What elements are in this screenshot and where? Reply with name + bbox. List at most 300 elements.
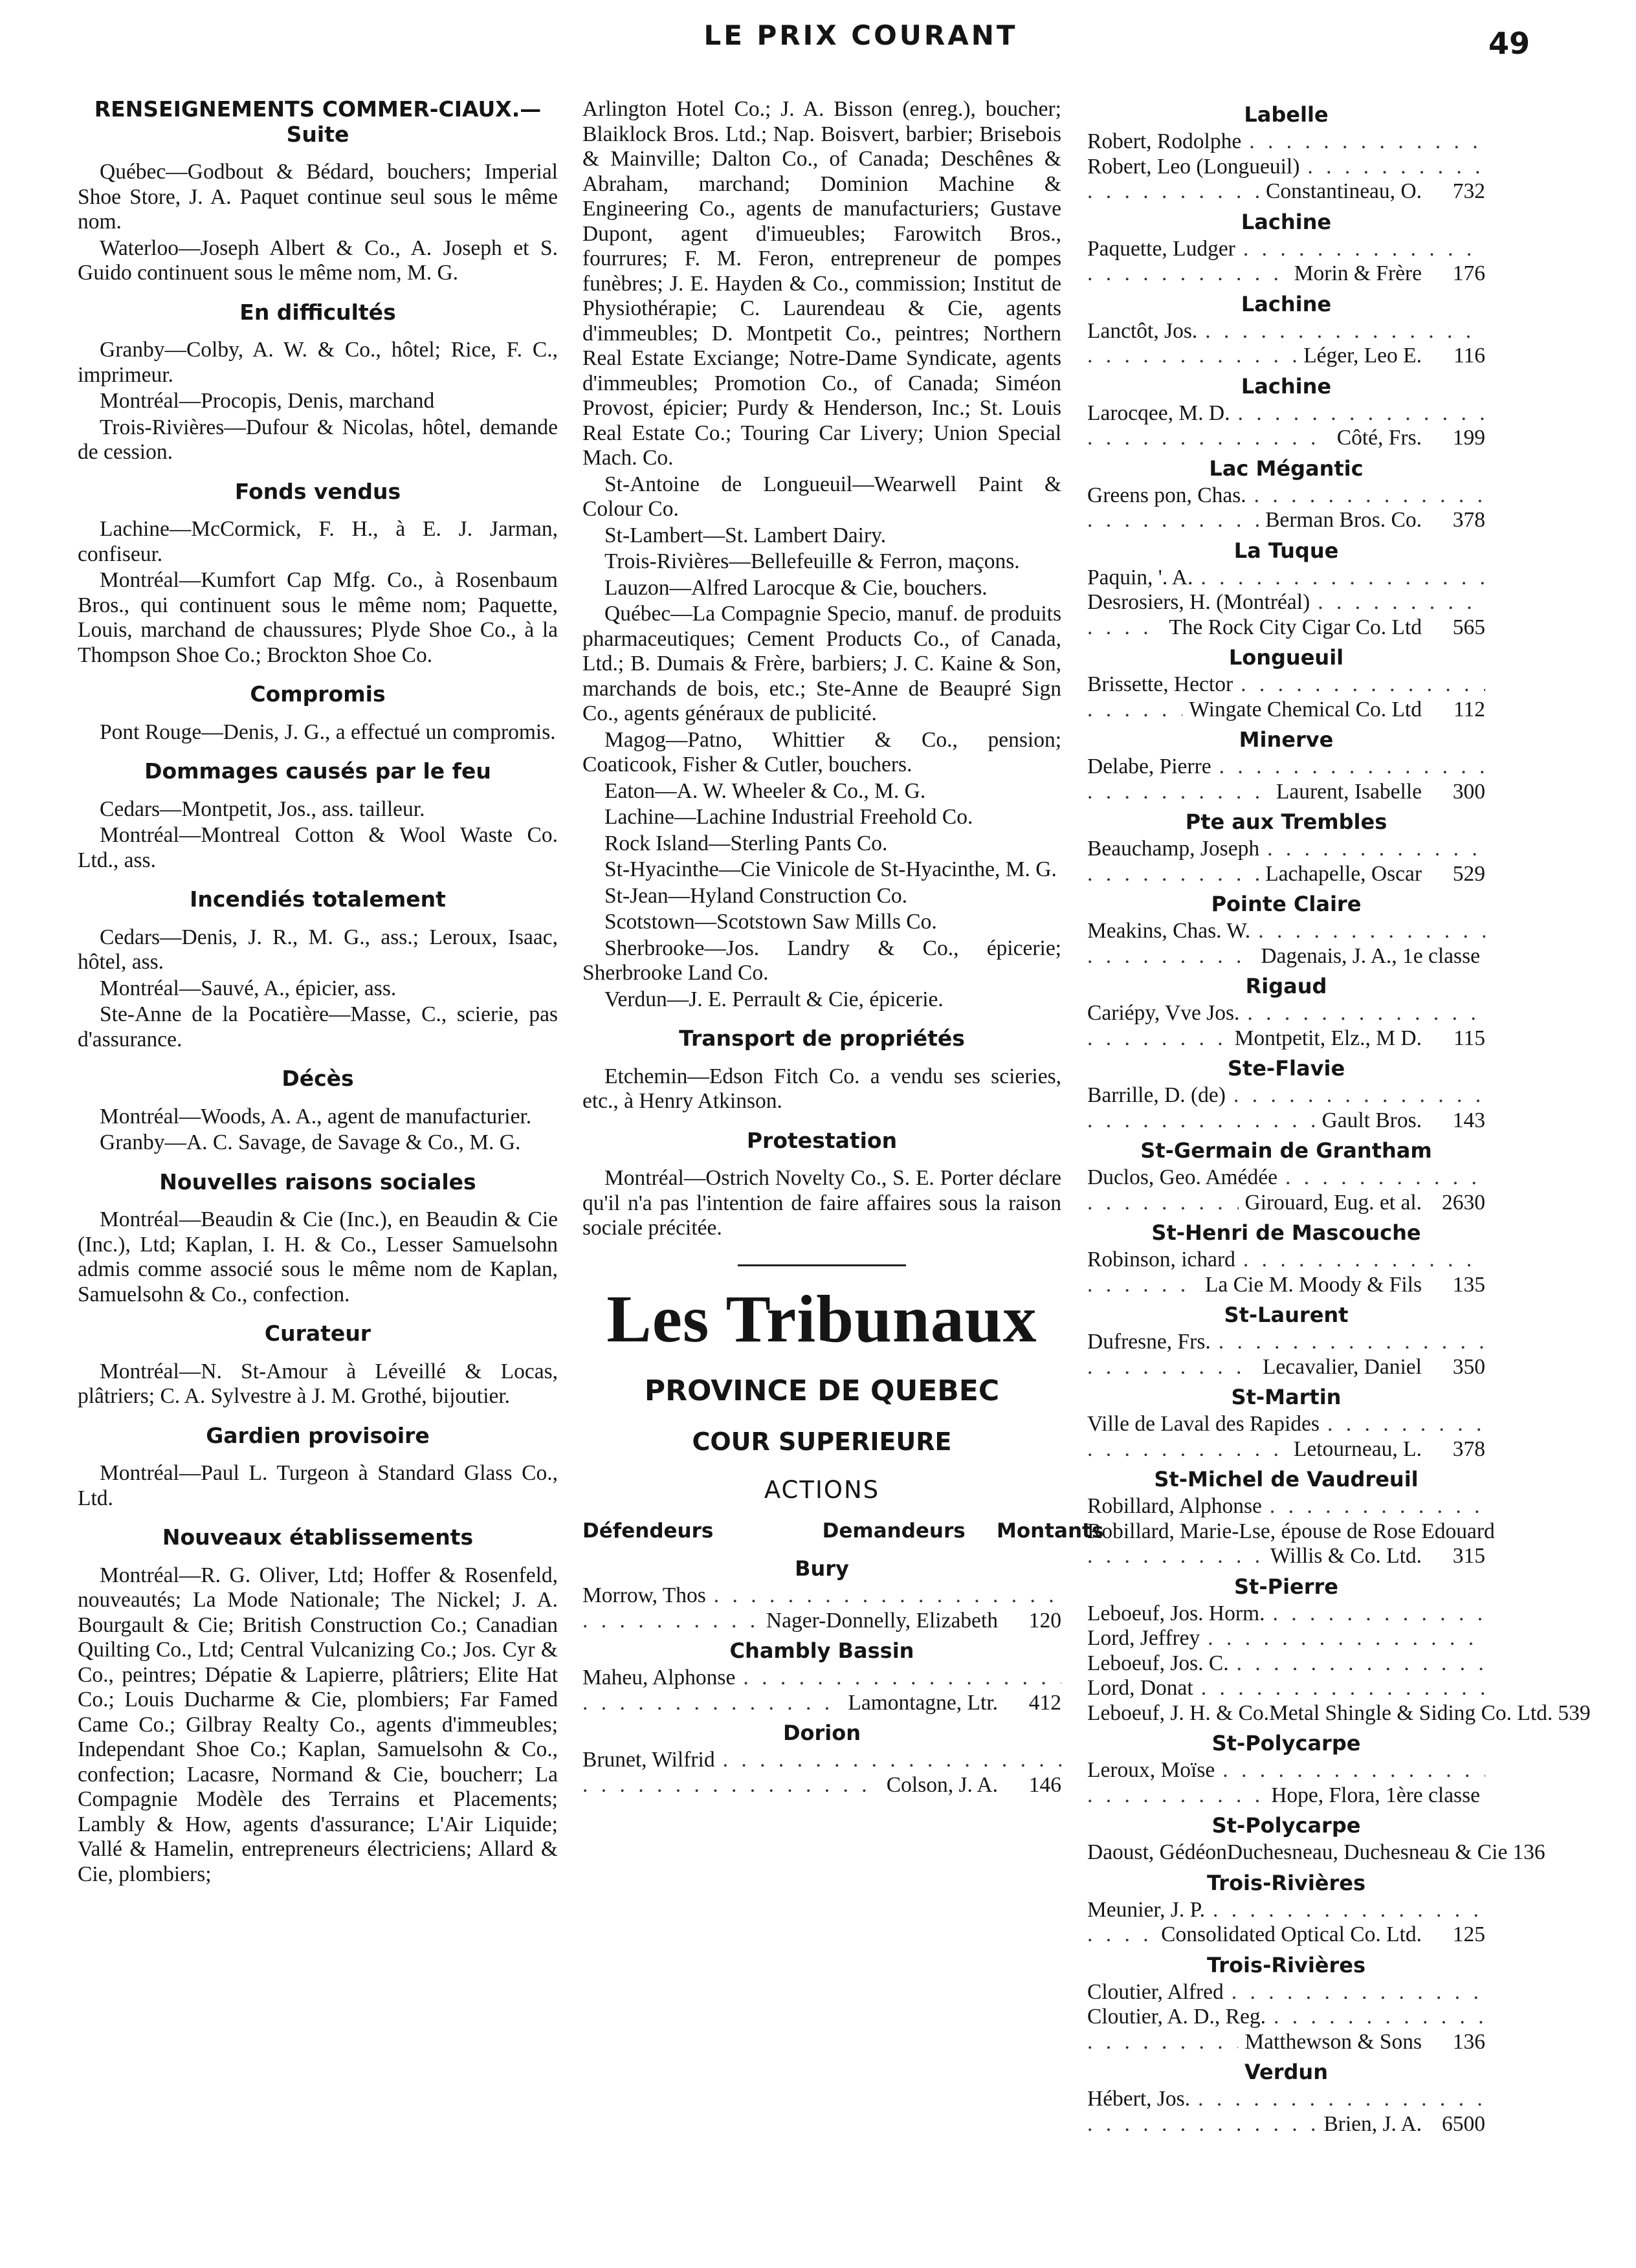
defendant-line <box>1087 155 1485 180</box>
leader-dots <box>1087 179 1259 204</box>
paragraph: Waterloo—Joseph Albert & Co., A. Joseph et S. Guido continuent sous le même nom, M. G. <box>78 236 558 285</box>
paragraph: Trois-Rivières—Dufour & Nicolas, hôtel, demande de cession. <box>78 415 558 464</box>
defendant-line <box>582 1748 1061 1773</box>
action-entry <box>1087 129 1485 204</box>
locality-heading: Lachine <box>1241 209 1332 234</box>
defendant-name: Delabe, Pierre <box>1087 754 1211 778</box>
plaintiff-name: Girouard, Eug. et al. <box>1244 1190 1422 1215</box>
action-entry <box>1087 754 1485 804</box>
leader-dots <box>1274 2005 1485 2030</box>
defendant-line <box>1087 1083 1485 1108</box>
leader-dots <box>1087 2112 1317 2137</box>
defendant-line <box>1087 1330 1485 1355</box>
locality-heading: St-Henri de Mascouche <box>1151 1220 1421 1245</box>
plaintiff-line <box>1087 862 1485 887</box>
amount: 112 <box>1453 697 1485 721</box>
locality-heading: La Tuque <box>1233 538 1339 563</box>
column-middle-text <box>582 97 1061 1241</box>
plaintiff-line <box>1087 1437 1485 1462</box>
plaintiff-name: Hope, Flora, 1ère classe <box>1271 1783 1480 1807</box>
leader-dots <box>1254 483 1485 509</box>
table-headers <box>582 1519 1104 1543</box>
paragraph: Montréal—Kumfort Cap Mfg. Co., à Rosenbaum Bros., qui continuent sous le même nom; Paquette, Louis, marchand de chaussures; Plyde Shoe Co., à la Thompson Shoe Co.; Brockton Shoe Co. <box>78 568 558 667</box>
action-entry <box>1087 1248 1485 1297</box>
paragraph: Arlington Hotel Co.; J. A. Bisson (enreg.), boucher; Blaiklock Bros. Ltd.; Nap. Boisvert, barbier; Brisebois & Mainville; Dalton Co., of Canada; Deschênes & Abraham, marchand; Dominion Machine & Engineering Co., agents de manufacturiers; Gustave Dupont, agent d'imueubles; Farowitch Bros., fourrures; F. M. Feron, entrepreneur de pompes funèbres; J. E. Hayden & Co., commission; Institut de Physiothérapie; C. Laurendeau & Cie, agents d'immeubles; D. Montpetit Co., peintres; Northern Real Estate Exciange; Notre-Dame Syndicate, agents d'immeubles; Promotion Co., of Canada; Siméon Provost, épicier; Purdy & Henderson, Inc.; St. Louis Real Estate Co.; Touring Car Livery; Union Special Mach. Co. <box>582 97 1061 470</box>
locality-heading: Longueuil <box>1228 645 1344 670</box>
leader-dots <box>1087 2030 1238 2055</box>
actions-list-middle <box>582 1556 1061 1798</box>
defendant-line <box>1087 1519 1495 1545</box>
defendant-line <box>1087 919 1485 944</box>
plaintiff-line <box>1087 1191 1485 1216</box>
action-entry <box>1087 566 1485 641</box>
plaintiff-name: Gault Bros. <box>1321 1108 1422 1132</box>
locality-heading: St-Michel de Vaudreuil <box>1154 1467 1419 1492</box>
leader-dots <box>1247 1001 1485 1026</box>
defendant-name: Cloutier, Alfred <box>1087 1979 1224 2004</box>
paragraph: Québec—La Compagnie Specio, manuf. de produits pharmaceutiques; Cement Products Co., of Canada, Ltd.; B. Dumais & Frère, barbiers; J. C. Kaine & Son, marchands de bois, etc.; Ste-Anne de Beaupré Sign Co., agents généraux de publicité. <box>582 602 1061 725</box>
leader-dots <box>1087 1922 1155 1948</box>
defendant-line <box>1087 672 1485 698</box>
defendant-name: Ville de Laval des Rapides <box>1087 1412 1320 1436</box>
plaintiff-name: Consolidated Optical Co. Ltd. <box>1161 1922 1422 1946</box>
leader-dots <box>1327 1412 1485 1437</box>
defendant-name: Meunier, J. P. <box>1087 1897 1205 1922</box>
leader-dots <box>582 1609 760 1634</box>
defendant-line <box>1087 2005 1485 2030</box>
defendant-line <box>1087 483 1485 509</box>
section-heading: Curateur <box>264 1321 371 1346</box>
leader-dots <box>1318 590 1485 615</box>
defendant-name: Leboeuf, Jos. Horm. <box>1087 1601 1265 1625</box>
plaintiff-name: Léger, Leo E. <box>1303 344 1422 368</box>
leader-dots <box>743 1666 1061 1691</box>
paragraph: St-Jean—Hyland Construction Co. <box>604 883 908 908</box>
plaintiff-line <box>1087 1026 1485 1051</box>
leader-dots <box>1219 754 1485 780</box>
action-entry <box>1087 1840 1545 1866</box>
leader-dots <box>1087 1191 1239 1216</box>
locality-heading: Minerve <box>1239 727 1334 752</box>
leader-dots <box>1243 237 1485 262</box>
plaintiff-line <box>582 1773 1061 1798</box>
plaintiff-name: Lecavalier, Daniel <box>1262 1354 1422 1379</box>
defendant-name: Duclos, Geo. Amédée <box>1087 1165 1277 1189</box>
defendant-name: Larocqee, M. D. <box>1087 401 1230 425</box>
paragraph: Montréal—Ostrich Novelty Co., S. E. Porter déclare qu'il n'a pas l'intention de faire affaires sous la raison sociale précitée. <box>582 1166 1061 1240</box>
plaintiff-name: Lachapelle, Oscar <box>1265 861 1422 886</box>
action-entry <box>1087 237 1485 287</box>
leader-dots <box>1200 566 1485 591</box>
defendant-line <box>1087 1001 1485 1026</box>
defendant-name: Dufresne, Frs. <box>1087 1330 1211 1354</box>
plaintiff-name: Willis & Co. Ltd. <box>1270 1544 1422 1568</box>
column-middle <box>582 97 1104 1801</box>
section-heading: En difficultés <box>239 299 396 325</box>
plaintiff-line <box>1087 1783 1485 1809</box>
amount: 732 <box>1452 179 1485 203</box>
amount: 565 <box>1452 615 1485 639</box>
locality-heading: Trois-Rivières <box>1206 1952 1366 1977</box>
leader-dots <box>582 1691 841 1716</box>
defendant-line <box>1087 837 1485 862</box>
paragraph: Granby—Colby, A. W. & Co., hôtel; Rice, F. C., imprimeur. <box>78 338 558 387</box>
defendant-name: Paquette, Ludger <box>1087 236 1235 261</box>
leader-dots <box>1087 1108 1316 1134</box>
defendant-line <box>1087 401 1485 426</box>
section-heading: Nouvelles raisons sociales <box>159 1169 476 1195</box>
leader-dots <box>1241 672 1485 698</box>
header-defendeurs: Défendeurs <box>582 1519 714 1543</box>
amount: 378 <box>1452 508 1485 532</box>
paragraph: Lauzon—Alfred Larocque & Cie, bouchers. <box>604 575 988 600</box>
amount: 146 <box>1028 1772 1061 1797</box>
amount: 135 <box>1452 1272 1485 1297</box>
defendant-name: Leboeuf, J. H. & Co. <box>1087 1701 1269 1725</box>
locality-heading: Trois-Rivières <box>1206 1870 1366 1895</box>
leader-dots <box>1272 1602 1485 1627</box>
section-heading: Décès <box>282 1066 354 1091</box>
amount: 136 <box>1512 1840 1545 1864</box>
defendant-line <box>1087 566 1485 591</box>
paragraph: Sherbrooke—Jos. Landry & Co., épicerie; Sherbrooke Land Co. <box>582 936 1061 985</box>
action-entry <box>1087 1412 1485 1462</box>
leader-dots <box>1208 1626 1485 1651</box>
leader-dots <box>1232 1980 1485 2005</box>
leader-dots <box>1205 319 1485 344</box>
plaintiff-name: Lamontagne, Ltr. <box>848 1690 998 1715</box>
paragraph: Cedars—Montpetit, Jos., ass. tailleur. <box>100 797 425 821</box>
amount: 350 <box>1452 1354 1485 1379</box>
leader-dots <box>1087 1273 1199 1298</box>
action-entry <box>1087 1330 1485 1380</box>
plaintiff-line <box>1087 1355 1485 1380</box>
locality-heading: St-Polycarpe <box>1211 1813 1361 1838</box>
paragraph: Verdun—J. E. Perrault & Cie, épicerie. <box>604 987 944 1011</box>
amount: 125 <box>1452 1922 1485 1946</box>
defendant-line <box>1087 1676 1485 1701</box>
defendant-line <box>1087 237 1485 262</box>
paragraph: Rock Island—Sterling Pants Co. <box>604 831 888 855</box>
defendant-line <box>1087 1651 1485 1677</box>
paragraph: Scotstown—Scotstown Saw Mills Co. <box>604 910 937 934</box>
plaintiff-line <box>1087 698 1485 723</box>
plaintiff-name: Berman Bros. Co. <box>1265 508 1422 532</box>
amount: 115 <box>1453 1026 1485 1050</box>
leader-dots <box>1307 155 1485 180</box>
paragraph: Montréal—Sauvé, A., épicier, ass. <box>100 976 397 1000</box>
paragraph: Eaton—A. W. Wheeler & Co., M. G. <box>604 778 926 803</box>
defendant-line <box>1087 1248 1485 1273</box>
locality-heading: Ste-Flavie <box>1227 1056 1345 1081</box>
defendant-name: Cariépy, Vve Jos. <box>1087 1001 1240 1025</box>
locality-heading: St-Laurent <box>1224 1303 1349 1327</box>
section-rule <box>738 1264 906 1266</box>
defendant-name: Meakins, Chas. W. <box>1087 919 1251 943</box>
paragraph: Montréal—Beaudin & Cie (Inc.), en Beaudin & Cie (Inc.), Ltd; Kaplan, I. H. & Co., Lesser Samuelsohn admis comme associé sous le même nom de Kaplan, Samuelsohn & Co., confection. <box>78 1207 558 1306</box>
paragraph: Pont Rouge—Denis, J. G., a effectué un compromis. <box>100 720 556 744</box>
defendant-name: Robillard, Alphonse <box>1087 1494 1262 1518</box>
defendant-name: Robert, Leo (Longueuil) <box>1087 154 1300 179</box>
paragraph: Magog—Patno, Whittier & Co., pension; Coaticook, Fisher & Cutler, bouchers. <box>582 727 1061 776</box>
amount: 116 <box>1453 344 1485 368</box>
amount: 136 <box>1452 2029 1485 2054</box>
plaintiff-name: Colson, J. A. <box>886 1772 998 1797</box>
section-heading: Transport de propriétés <box>679 1026 965 1051</box>
plaintiff-name: Morin & Frère <box>1294 261 1422 285</box>
header-demandeurs: Demandeurs <box>822 1519 966 1543</box>
paragraph: Etchemin—Edson Fitch Co. a vendu ses scieries, etc., à Henry Atkinson. <box>582 1064 1061 1113</box>
leader-dots <box>1233 1083 1485 1108</box>
defendant-name: Robillard, Marie-Lse, épouse de Rose Edouard <box>1087 1519 1495 1543</box>
action-entry <box>1087 1083 1485 1133</box>
locality-heading: St-Germain de Grantham <box>1140 1138 1432 1163</box>
amount: 199 <box>1452 426 1485 450</box>
leader-dots <box>1219 1330 1485 1355</box>
defendant-name: Barrille, D. (de) <box>1087 1083 1226 1107</box>
action-entry <box>1087 837 1485 886</box>
amount: 412 <box>1028 1690 1061 1715</box>
column-right <box>1087 97 1591 2141</box>
plaintiff-name: Matthewson & Sons <box>1244 2029 1422 2054</box>
action-entry <box>582 1748 1061 1798</box>
paragraph: Québec—Godbout & Bédard, bouchers; Imperial Shoe Store, J. A. Paquet continue seul sous le même nom. <box>78 160 558 234</box>
leader-dots <box>1270 1494 1485 1519</box>
leader-dots <box>1087 1026 1228 1051</box>
section-heading: Gardien provisoire <box>206 1422 430 1448</box>
defendant-line <box>1087 754 1485 780</box>
defendant-name: Hébert, Jos. <box>1087 2087 1191 2111</box>
defendant-line <box>1087 590 1485 615</box>
defendant-name: Morrow, Thos <box>582 1583 706 1607</box>
plaintiff-name: Montpetit, Elz., M D. <box>1234 1026 1422 1050</box>
amount: 529 <box>1452 861 1485 886</box>
section-heading: Protestation <box>746 1127 898 1153</box>
defendant-name: Lord, Donat <box>1087 1676 1193 1700</box>
amount: 143 <box>1452 1108 1485 1132</box>
paragraph: Granby—A. C. Savage, de Savage & Co., M. G. <box>100 1130 521 1154</box>
plaintiff-line <box>1087 508 1485 533</box>
defendant-line <box>1087 1626 1485 1651</box>
plaintiff-line <box>1087 2112 1485 2137</box>
action-entry <box>1087 319 1485 369</box>
locality-heading: Lachine <box>1241 291 1332 316</box>
action-entry <box>1087 483 1485 533</box>
column-left <box>78 97 558 1888</box>
locality-heading: Pointe Claire <box>1211 892 1362 916</box>
amount: 176 <box>1452 261 1485 285</box>
leader-dots <box>1087 261 1288 287</box>
plaintiff-name: Brien, J. A. <box>1323 2111 1422 2136</box>
action-entry <box>1087 1980 1485 2055</box>
plaintiff-line <box>1087 944 1485 969</box>
leader-dots <box>1249 129 1485 155</box>
leader-dots <box>1237 1651 1485 1677</box>
leader-dots <box>1237 401 1485 426</box>
plaintiff-line <box>1087 1922 1485 1948</box>
leader-dots <box>1198 2087 1485 2112</box>
leader-dots <box>1087 426 1331 451</box>
locality-heading: St-Pierre <box>1233 1574 1338 1599</box>
paragraph: St-Lambert—St. Lambert Dairy. <box>604 523 887 547</box>
defendant-line <box>1087 1602 1485 1627</box>
leader-dots <box>1087 1783 1265 1809</box>
locality-heading: Bury <box>795 1556 849 1581</box>
action-entry <box>1087 1601 1591 1726</box>
action-entry <box>1087 401 1485 451</box>
leader-dots <box>1258 919 1485 944</box>
plaintiff-name: Dagenais, J. A., 1e classe <box>1261 943 1480 968</box>
leader-dots <box>1087 944 1254 969</box>
defendant-name: Desrosiers, H. (Montréal) <box>1087 590 1310 614</box>
action-entry <box>1087 919 1485 969</box>
defendant-line <box>1087 1758 1485 1783</box>
defendant-line <box>1087 1980 1485 2005</box>
amount: 120 <box>1028 1608 1061 1633</box>
plaintiff-line <box>582 1691 1061 1716</box>
plaintiff-name: Constantineau, O. <box>1266 179 1422 203</box>
defendant-name: Beauchamp, Joseph <box>1087 837 1260 861</box>
locality-heading: Rigaud <box>1245 974 1327 998</box>
action-entry <box>1087 1494 1495 1569</box>
plaintiff-name: Côté, Frs. <box>1336 426 1422 450</box>
action-entry <box>582 1583 1061 1633</box>
defendant-line <box>1087 1165 1485 1191</box>
paragraph: Trois-Rivières—Bellefeuille & Ferron, maçons. <box>604 549 1020 573</box>
paragraph: Lachine—Lachine Industrial Freehold Co. <box>604 805 973 829</box>
plaintiff-line <box>1087 261 1485 287</box>
defendant-name: Daoust, Gédéon <box>1087 1840 1227 1864</box>
leader-dots <box>1087 780 1270 805</box>
defendant-name: Greens pon, Chas. <box>1087 483 1246 507</box>
action-entry <box>1087 1165 1485 1215</box>
defendant-line <box>1087 1494 1485 1519</box>
locality-heading: Chambly Bassin <box>729 1638 914 1663</box>
plaintiff-name: Laurent, Isabelle <box>1276 779 1422 804</box>
plaintiff-name: Letourneau, L. <box>1293 1437 1422 1461</box>
defendant-name: Leboeuf, Jos. C. <box>1087 1651 1229 1675</box>
action-entry <box>1087 672 1485 722</box>
plaintiff-name: Wingate Chemical Co. Ltd <box>1189 697 1422 721</box>
leader-dots <box>582 1773 880 1798</box>
province-title: PROVINCE DE QUEBEC <box>644 1374 1000 1407</box>
plaintiff-line <box>1087 780 1485 805</box>
actions-label: ACTIONS <box>764 1475 880 1504</box>
paragraph: Montréal—Procopis, Denis, marchand <box>100 389 435 413</box>
amount: 539 <box>1558 1701 1591 1725</box>
leader-dots <box>1087 508 1259 533</box>
leader-dots <box>1201 1676 1485 1701</box>
section-heading: Incendiés totalement <box>190 886 446 912</box>
locality-heading: St-Martin <box>1231 1385 1342 1409</box>
leader-dots <box>1267 837 1485 862</box>
defendant-name: Paquin, '. A. <box>1087 565 1193 589</box>
paragraph: Cedars—Denis, J. R., M. G., ass.; Leroux, Isaac, hôtel, ass. <box>78 925 558 974</box>
defendant-name: Leroux, Moïse <box>1087 1758 1215 1782</box>
plaintiff-line <box>1087 1544 1485 1569</box>
defendant-line <box>1087 1898 1485 1923</box>
paragraph: St-Hyacinthe—Cie Vinicole de St-Hyacinthe, M. G. <box>604 857 1057 881</box>
action-entry <box>1087 1001 1485 1051</box>
action-entry <box>582 1666 1061 1715</box>
defendant-line <box>1087 1840 1545 1866</box>
defendant-name: Cloutier, A. D., Reg. <box>1087 2005 1266 2029</box>
plaintiff-line <box>1087 1273 1485 1298</box>
defendant-line <box>1087 319 1485 344</box>
plaintiff-line <box>1087 2030 1485 2055</box>
running-head: LE PRIX COURANT <box>703 19 1018 51</box>
plaintiff-name: La Cie M. Moody & Fils <box>1204 1272 1422 1297</box>
plaintiff-name: Duchesneau, Duchesneau & Cie <box>1226 1840 1508 1864</box>
plaintiff-line <box>1087 344 1485 369</box>
action-entry <box>1087 2087 1485 2137</box>
plaintiff-line <box>1087 426 1485 451</box>
paragraph: Lachine—McCormick, F. H., à E. J. Jarman, confiseur. <box>78 517 558 566</box>
plaintiff-name: Nager-Donnelly, Elizabeth <box>766 1608 998 1633</box>
amount: 2630 <box>1442 1190 1485 1215</box>
paragraph: St-Antoine de Longueuil—Wearwell Paint & Colour Co. <box>582 472 1061 521</box>
defendant-name: Lanctôt, Jos. <box>1087 318 1198 343</box>
leader-dots <box>1087 1355 1256 1380</box>
defendant-line <box>582 1666 1061 1691</box>
locality-heading: Dorion <box>782 1721 861 1745</box>
paragraph: Montréal—R. G. Oliver, Ltd; Hoffer & Rosenfeld, nouveautés; La Mode Nationale; The Nickel; J. A. Bourgault & Cie; British Construction Co.; Canadian Quilting Co., Ltd; Central Vulcanizing Co.; Jos. Cyr & Co., peintres; Dépatie & Lapierre, plâtriers; Elite Hat Co.; Louis Ducharme & Cie, plombiers; Far Famed Came Co.; Gilbray Realty Co., agents d'immeubles; Independant Shoe Co.; Kaplan, Samuelsohn & Co., confection; Lacasre, Normand & Cie, boucherr; La Compagnie Modèle des Terrains et Placements; Lambly & How, agents d'assurance; L'Air Liquide; Vallé & Hamelin, entrepreneurs électriciens; Allard & Cie, plombiers; <box>78 1563 558 1886</box>
paragraph: Montréal—Woods, A. A., agent de manufacturier. <box>100 1104 532 1128</box>
plaintiff-name: The Rock City Cigar Co. Ltd <box>1169 615 1422 639</box>
leader-dots <box>1213 1898 1485 1923</box>
plaintiff-line <box>1087 615 1485 641</box>
leader-dots <box>1087 862 1259 887</box>
leader-dots <box>714 1583 1061 1609</box>
court-title: COUR SUPERIEURE <box>692 1427 952 1456</box>
paragraph: Ste-Anne de la Pocatière—Masse, C., scierie, pas d'assurance. <box>78 1002 558 1051</box>
paragraph: Montréal—Paul L. Turgeon à Standard Glass Co., Ltd. <box>78 1461 558 1510</box>
leader-dots <box>723 1748 1061 1773</box>
defendant-line <box>1087 1701 1591 1726</box>
plaintiff-line <box>582 1609 1061 1634</box>
defendant-name: Brissette, Hector <box>1087 672 1233 696</box>
leader-dots <box>1087 615 1162 641</box>
leader-dots <box>1222 1758 1485 1783</box>
paragraph: Montréal—Montreal Cotton & Wool Waste Co. Ltd., ass. <box>78 823 558 872</box>
leader-dots <box>1087 1437 1287 1462</box>
action-entry <box>1087 1898 1485 1948</box>
defendant-line <box>1087 2087 1485 2112</box>
defendant-line <box>582 1583 1061 1609</box>
action-entry <box>1087 1758 1485 1808</box>
locality-heading: Lachine <box>1241 373 1332 399</box>
section-heading: Nouveaux établissements <box>162 1525 474 1550</box>
locality-heading: Verdun <box>1244 2060 1328 2084</box>
defendant-name: Robert, Rodolphe <box>1087 129 1242 153</box>
section-heading: Fonds vendus <box>234 478 401 504</box>
amount: 378 <box>1452 1437 1485 1461</box>
header-montants: Montants <box>996 1519 1104 1543</box>
locality-heading: Labelle <box>1244 102 1329 127</box>
leader-dots <box>1087 344 1297 369</box>
locality-heading: Lac Mégantic <box>1209 456 1364 481</box>
amount: 315 <box>1452 1544 1485 1568</box>
page-number: 49 <box>1488 26 1531 61</box>
locality-heading: Pte aux Trembles <box>1185 809 1387 834</box>
plaintiff-name: Metal Shingle & Siding Co. Ltd. <box>1269 1701 1553 1725</box>
amount: 300 <box>1452 779 1485 804</box>
leader-dots <box>1087 698 1182 723</box>
leader-dots <box>1087 1544 1264 1569</box>
leader-dots <box>1285 1165 1485 1191</box>
amount: 6500 <box>1442 2111 1485 2136</box>
tribunaux-title: Les Tribunaux <box>606 1281 1037 1356</box>
